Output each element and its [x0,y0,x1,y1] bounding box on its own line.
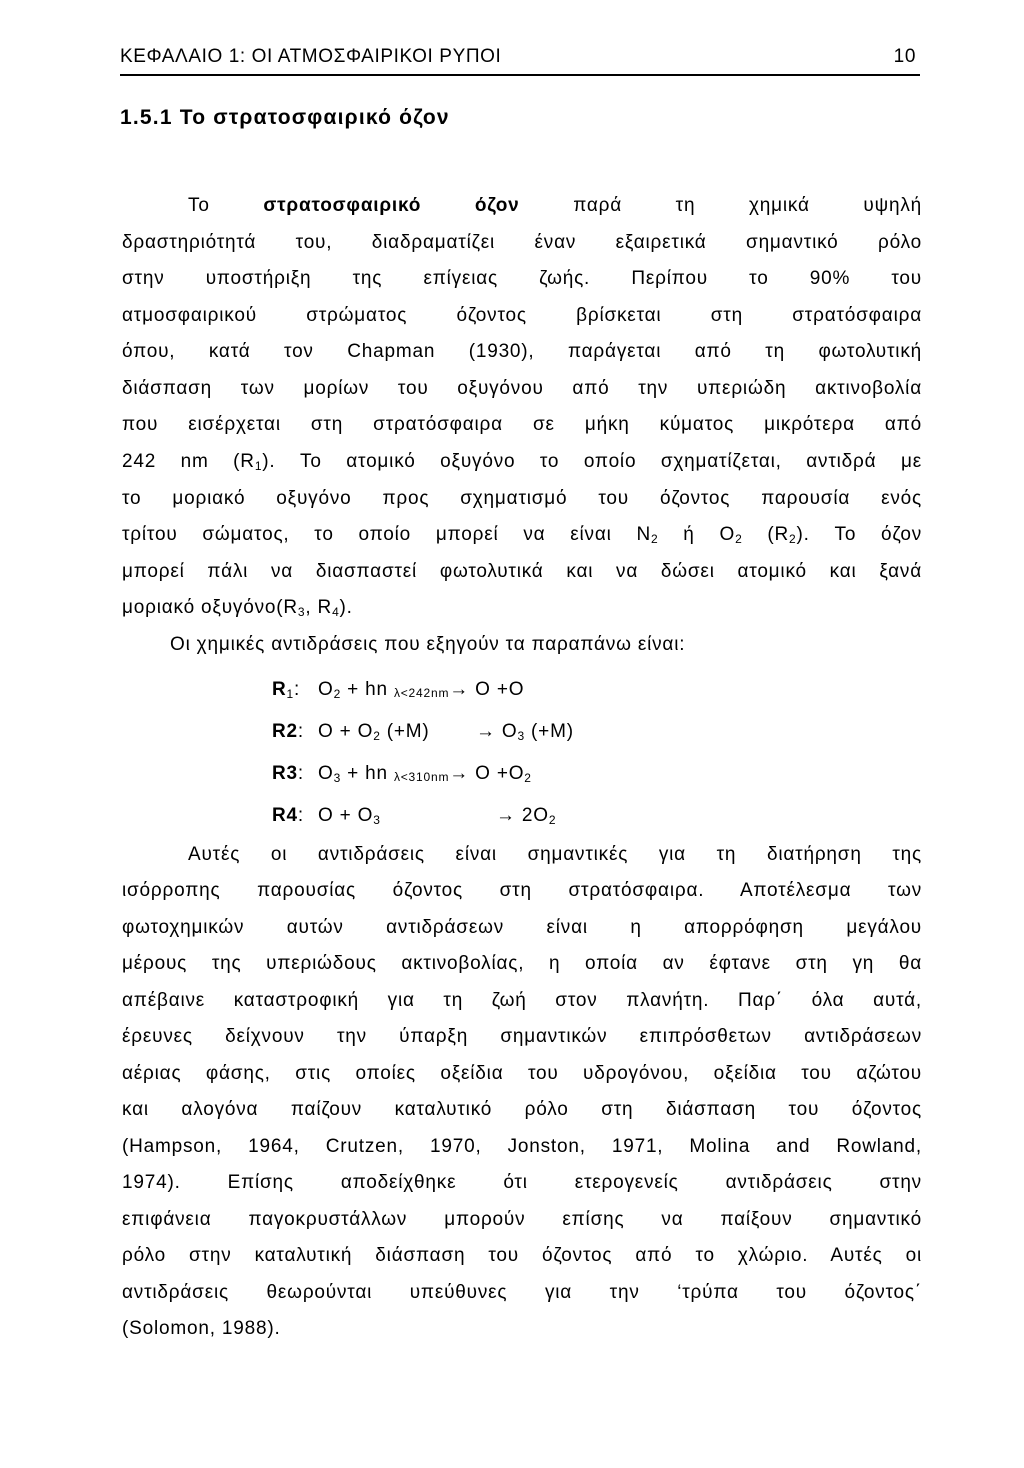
reaction-r1-equation: $O_2$ + hn λ<242nm→ O +O [318,679,525,701]
reactions-intro: Οι χημικές αντιδράσεις που εξηγούν τα παραπάνω είναι: [170,634,686,655]
paragraph-line: ατμοσφαιρικού στρώματος όζοντος βρίσκεται στη στρατόσφαιρα [122,305,922,326]
paragraph-line: τρίτου σώματος, το οποίο μπορεί να είναι $N_2$ ή $O_2$ $(R_2)$. Το όζον [122,524,922,546]
paragraph-line: 242 nm $(R_1)$. Το ατομικό οξυγόνο το οποίο σχηματίζεται, αντιδρά με [122,451,922,473]
paragraph-line: ρόλο στην καταλυτική διάσπαση του όζοντος από το χλώριο. Αυτές οι [122,1245,922,1266]
reaction-r4-equation: $O + O_3$ [318,805,381,827]
reaction-r3: R3: [272,763,304,784]
paragraph-line: φωτοχημικών αυτών αντιδράσεων είναι η απορρόφηση μεγάλου [122,917,922,938]
paragraph-line: το μοριακό οξυγόνο προς σχηματισμό του όζοντος παρουσία ενός [122,488,922,509]
paragraph-line: στην υποστήριξη της επίγειας ζωής. Περίπου το 90% του [122,268,922,289]
section-title: 1.5.1 Το στρατοσφαιρικό όζον [120,106,450,129]
paragraph-line: αέριας φάσης, στις οποίες οξείδια του υδρογόνου, οξείδια του αζώτου [122,1063,922,1084]
reaction-r2-product: → $O_3$ (+M) [476,721,574,743]
paragraph-line: (Solomon, 1988). [122,1318,281,1339]
reaction-r1: $R_1$: [272,679,301,701]
paragraph-line: Αυτές οι αντιδράσεις είναι σημαντικές για τη διατήρηση της [188,844,922,865]
paragraph-line: δραστηριότητά του, διαδραματίζει έναν εξαιρετικά σημαντικό ρόλο [122,232,922,253]
paragraph-line: μέρους της υπεριώδους ακτινοβολίας, η οποία αν έφτανε στη γη θα [122,953,922,974]
reaction-r4: R4: [272,805,304,826]
reaction-r4-product: → $2O_2$ [496,805,557,827]
paragraph-line: απέβαινε καταστροφική για τη ζωή στον πλανήτη. Παρ΄ όλα αυτά, [122,990,922,1011]
paragraph-line: που εισέρχεται στη στρατόσφαιρα σε μήκη κύματος μικρότερα από [122,414,922,435]
chapter-title: ΚΕΦΑΛΑΙΟ 1: ΟΙ ΑΤΜΟΣΦΑΙΡΙΚΟΙ ΡΥΠΟΙ [120,46,502,67]
reaction-r3-equation: $O_3$ + hn $\lambda<310nm\to O +O_2$ [318,763,532,785]
paragraph-line: όπου, κατά τον Chapman (1930), παράγεται από τη φωτολυτική [122,341,922,362]
paragraph-line: ισόρροπης παρουσίας όζοντος στη στρατόσφαιρα. Αποτέλεσμα των [122,880,922,901]
paragraph-line: 1974). Επίσης αποδείχθηκε ότι ετερογενείς αντιδράσεις στην [122,1172,922,1193]
bold-term: στρατοσφαιρικό όζον [263,195,520,216]
paragraph-line: (Hampson, 1964, Crutzen, 1970, Jonston, 1971, Molina and Rowland, [122,1136,922,1157]
reaction-r2: R2: [272,721,304,742]
page-number: 10 [893,46,916,67]
paragraph-line: μοριακό $o\xi\upsilon\gamma ό\nu o(R_3$, $R_4$). [122,597,353,619]
reaction-r2-equation: $O + O_2$ (+M) [318,721,430,743]
paragraph-line: Το στρατοσφαιρικό όζον παρά τη χημικά υψηλή [188,195,922,216]
paragraph-line: έρευνες δείχνουν την ύπαρξη σημαντικών επιπρόσθετων αντιδράσεων [122,1026,922,1047]
paragraph-line: επιφάνεια παγοκρυστάλλων μπορούν επίσης να παίξουν σημαντικό [122,1209,922,1230]
paragraph-line: διάσπαση των μορίων του οξυγόνου από την υπεριώδη ακτινοβολία [122,378,922,399]
paragraph-line: μπορεί πάλι να διασπαστεί φωτολυτικά και να δώσει ατομικό και ξανά [122,561,922,582]
page-header [120,42,920,76]
paragraph-line: αντιδράσεις θεωρούνται υπεύθυνες για την ‘τρύπα του όζοντος΄ [122,1282,922,1303]
paragraph-line: και αλογόνα παίζουν καταλυτικό ρόλο στη διάσπαση του όζοντος [122,1099,922,1120]
